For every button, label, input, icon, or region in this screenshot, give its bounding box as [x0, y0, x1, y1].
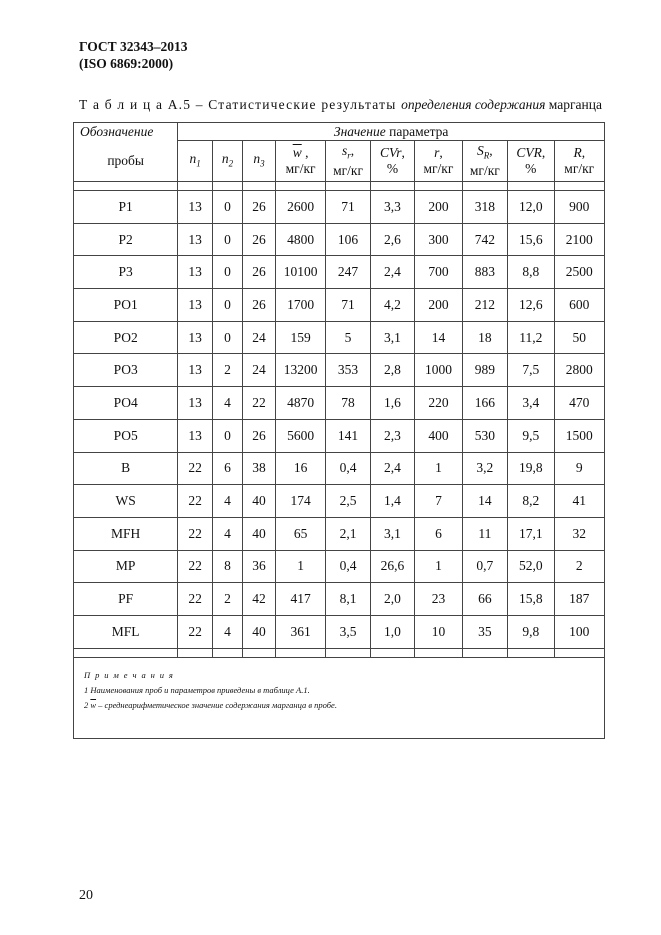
note-1: 1 Наименования проб и параметров приведены в таблице А.1. [84, 684, 310, 695]
value-cell: 2,5 [326, 485, 370, 518]
value-cell: 1500 [554, 419, 604, 452]
value-cell: 12,0 [508, 191, 555, 224]
value-cell: 40 [243, 485, 276, 518]
table-row [74, 452, 605, 485]
standard-number: ГОСТ 32343–2013 [79, 39, 188, 54]
sample-name-cell: РО3 [74, 354, 178, 387]
value-cell: 52,0 [508, 550, 555, 583]
value-cell: 13 [178, 419, 212, 452]
value-cell: 26 [243, 256, 276, 289]
value-cell: 4 [212, 485, 243, 518]
column-header: CVR, % [508, 141, 555, 182]
value-cell: 19,8 [508, 452, 555, 485]
sample-name-cell: MFL [74, 615, 178, 648]
sample-name-cell: Р3 [74, 256, 178, 289]
sample-name-cell: MFH [74, 517, 178, 550]
results-table [73, 122, 605, 739]
value-cell: 2,4 [370, 256, 414, 289]
sample-name-cell: РО4 [74, 387, 178, 420]
value-cell: 4870 [275, 387, 326, 420]
value-cell: 26 [243, 289, 276, 322]
value-cell: 71 [326, 191, 370, 224]
value-cell: 2,3 [370, 419, 414, 452]
value-cell: 989 [462, 354, 507, 387]
value-cell: 4 [212, 387, 243, 420]
notes-row [74, 657, 605, 738]
page-number: 20 [79, 888, 93, 903]
column-header: $\overline{w}$ , мг/кг [275, 141, 326, 182]
value-cell: 200 [415, 191, 462, 224]
value-cell: 15,8 [508, 583, 555, 616]
column-header: R, мг/кг [554, 141, 604, 182]
value-cell: 2,6 [370, 223, 414, 256]
value-cell: 40 [243, 615, 276, 648]
value-cell: 26 [243, 191, 276, 224]
column-header: $s_r$, мг/кг [326, 141, 370, 182]
value-cell: 35 [462, 615, 507, 648]
value-cell: 1700 [275, 289, 326, 322]
sample-name-cell: WS [74, 485, 178, 518]
value-cell: 8,8 [508, 256, 555, 289]
value-cell: 4,2 [370, 289, 414, 322]
table-row [74, 485, 605, 518]
value-cell: 0 [212, 321, 243, 354]
table-row [74, 419, 605, 452]
value-cell: 470 [554, 387, 604, 420]
value-cell: 7,5 [508, 354, 555, 387]
value-cell: 100 [554, 615, 604, 648]
column-header: $n_2$ [212, 141, 243, 182]
value-cell: 22 [178, 550, 212, 583]
table-notes [74, 657, 605, 738]
value-cell: 17,1 [508, 517, 555, 550]
value-cell: 700 [415, 256, 462, 289]
value-cell: 3,1 [370, 321, 414, 354]
value-cell: 1 [275, 550, 326, 583]
value-cell: 26,6 [370, 550, 414, 583]
value-cell: 530 [462, 419, 507, 452]
value-cell: 5600 [275, 419, 326, 452]
table-row [74, 387, 605, 420]
value-cell: 300 [415, 223, 462, 256]
value-cell: 2,8 [370, 354, 414, 387]
value-cell: 16 [275, 452, 326, 485]
value-cell: 361 [275, 615, 326, 648]
sample-name-cell: РО1 [74, 289, 178, 322]
value-cell: 40 [243, 517, 276, 550]
column-header: r, мг/кг [415, 141, 462, 182]
table-body [74, 182, 605, 658]
table-row [74, 223, 605, 256]
value-cell: 78 [326, 387, 370, 420]
value-cell: 8 [212, 550, 243, 583]
value-cell: 0 [212, 191, 243, 224]
notes-title: П р и м е ч а н и я [84, 669, 175, 680]
table-spacer [74, 182, 605, 191]
value-cell: 3,2 [462, 452, 507, 485]
table-row [74, 354, 605, 387]
value-cell: 13 [178, 223, 212, 256]
value-cell: 6 [415, 517, 462, 550]
value-cell: 2100 [554, 223, 604, 256]
iso-reference: (ISO 6869:2000) [79, 56, 174, 71]
value-cell: 10100 [275, 256, 326, 289]
value-cell: 22 [243, 387, 276, 420]
value-cell: 220 [415, 387, 462, 420]
value-cell: 13 [178, 321, 212, 354]
value-cell: 174 [275, 485, 326, 518]
table-row [74, 550, 605, 583]
table-row [74, 256, 605, 289]
value-cell: 9,5 [508, 419, 555, 452]
value-cell: 5 [326, 321, 370, 354]
value-cell: 13 [178, 354, 212, 387]
value-cell: 0,4 [326, 550, 370, 583]
value-cell: 36 [243, 550, 276, 583]
table-header-row-2 [74, 141, 605, 182]
value-cell: 13 [178, 387, 212, 420]
value-cell: 42 [243, 583, 276, 616]
value-cell: 3,4 [508, 387, 555, 420]
value-cell: 0 [212, 223, 243, 256]
value-cell: 13 [178, 289, 212, 322]
value-cell: 0,4 [326, 452, 370, 485]
value-cell: 1 [415, 452, 462, 485]
value-cell: 22 [178, 452, 212, 485]
sample-name-cell: РО2 [74, 321, 178, 354]
value-cell: 2,0 [370, 583, 414, 616]
value-cell: 3,5 [326, 615, 370, 648]
value-cell: 1,4 [370, 485, 414, 518]
value-cell: 247 [326, 256, 370, 289]
value-cell: 2800 [554, 354, 604, 387]
table-row [74, 517, 605, 550]
value-cell: 10 [415, 615, 462, 648]
value-cell: 71 [326, 289, 370, 322]
sample-name-cell: PF [74, 583, 178, 616]
value-cell: 14 [462, 485, 507, 518]
value-cell: 22 [178, 485, 212, 518]
designation-header: Обозначение [74, 123, 178, 141]
value-cell: 41 [554, 485, 604, 518]
value-cell: 2500 [554, 256, 604, 289]
value-cell: 32 [554, 517, 604, 550]
value-cell: 22 [178, 517, 212, 550]
note-2: 2 $\overline{w}$ – среднеарифметическое значение содержания марганца в пробе. [84, 699, 337, 710]
table-row [74, 321, 605, 354]
value-cell: 0 [212, 289, 243, 322]
value-cell: 6 [212, 452, 243, 485]
sample-name-cell: В [74, 452, 178, 485]
value-cell: 23 [415, 583, 462, 616]
value-cell: 22 [178, 583, 212, 616]
table-row [74, 191, 605, 224]
value-cell: 1,0 [370, 615, 414, 648]
value-cell: 65 [275, 517, 326, 550]
column-header: $n_3$ [243, 141, 276, 182]
table-row [74, 289, 605, 322]
value-cell: 417 [275, 583, 326, 616]
value-cell: 8,1 [326, 583, 370, 616]
value-cell: 24 [243, 354, 276, 387]
designation-header-line2: пробы [74, 141, 178, 182]
table-header-row-1 [74, 123, 605, 141]
sample-name-cell: Р2 [74, 223, 178, 256]
value-cell: 26 [243, 419, 276, 452]
value-cell: 400 [415, 419, 462, 452]
value-cell: 0,7 [462, 550, 507, 583]
value-cell: 600 [554, 289, 604, 322]
sample-name-cell: Р1 [74, 191, 178, 224]
column-header: CVr, % [370, 141, 414, 182]
value-cell: 13 [178, 256, 212, 289]
table-spacer [74, 648, 605, 657]
column-header: $S_R$, мг/кг [462, 141, 507, 182]
value-cell: 1,6 [370, 387, 414, 420]
value-cell: 0 [212, 256, 243, 289]
column-header: $n_1$ [178, 141, 212, 182]
value-cell: 3,1 [370, 517, 414, 550]
value-cell: 9 [554, 452, 604, 485]
value-cell: 0 [212, 419, 243, 452]
value-cell: 22 [178, 615, 212, 648]
value-cell: 14 [415, 321, 462, 354]
value-cell: 1000 [415, 354, 462, 387]
sample-name-cell: MP [74, 550, 178, 583]
value-cell: 166 [462, 387, 507, 420]
value-cell: 2,4 [370, 452, 414, 485]
value-cell: 50 [554, 321, 604, 354]
value-cell: 883 [462, 256, 507, 289]
value-cell: 4800 [275, 223, 326, 256]
value-cell: 11,2 [508, 321, 555, 354]
table-caption: Т а б л и ц а А.5 – Статистические результаты определения содержания марганца [79, 97, 602, 112]
value-cell: 318 [462, 191, 507, 224]
value-cell: 13200 [275, 354, 326, 387]
value-cell: 141 [326, 419, 370, 452]
value-cell: 7 [415, 485, 462, 518]
value-cell: 2,1 [326, 517, 370, 550]
document-header [79, 38, 188, 72]
value-cell: 26 [243, 223, 276, 256]
value-cell: 212 [462, 289, 507, 322]
value-cell: 353 [326, 354, 370, 387]
value-cell: 8,2 [508, 485, 555, 518]
value-cell: 38 [243, 452, 276, 485]
value-cell: 187 [554, 583, 604, 616]
value-cell: 15,6 [508, 223, 555, 256]
value-cell: 1 [415, 550, 462, 583]
value-cell: 18 [462, 321, 507, 354]
value-header: Значение параметра [178, 123, 605, 141]
value-cell: 742 [462, 223, 507, 256]
value-cell: 12,6 [508, 289, 555, 322]
value-cell: 2 [554, 550, 604, 583]
value-cell: 13 [178, 191, 212, 224]
value-cell: 2600 [275, 191, 326, 224]
value-cell: 2 [212, 354, 243, 387]
value-cell: 4 [212, 517, 243, 550]
value-cell: 159 [275, 321, 326, 354]
value-cell: 3,3 [370, 191, 414, 224]
value-cell: 200 [415, 289, 462, 322]
value-cell: 4 [212, 615, 243, 648]
value-cell: 24 [243, 321, 276, 354]
value-cell: 11 [462, 517, 507, 550]
sample-name-cell: РО5 [74, 419, 178, 452]
value-cell: 2 [212, 583, 243, 616]
table-row [74, 615, 605, 648]
value-cell: 9,8 [508, 615, 555, 648]
value-cell: 66 [462, 583, 507, 616]
table-row [74, 583, 605, 616]
value-cell: 900 [554, 191, 604, 224]
value-cell: 106 [326, 223, 370, 256]
